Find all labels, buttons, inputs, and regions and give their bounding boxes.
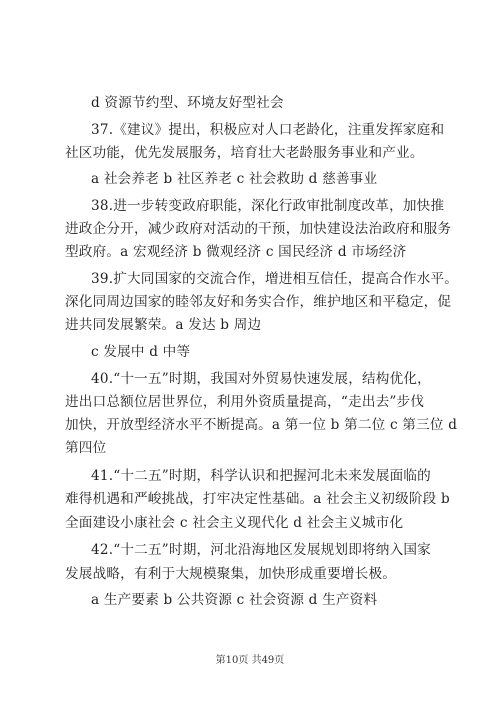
text-line: 发展战略，有利于大规模聚集，加快形成重要增长极。	[65, 566, 397, 582]
text-line: 40.“十一五”时期，我国对外贸易快速发展，结构优化，	[91, 371, 431, 387]
text-line: 加快，开放型经济水平不断提高。a 第一位 b 第二位 c 第三位 d	[65, 417, 458, 433]
page-footer: 第10页 共49页	[215, 655, 285, 666]
text-line: 第四位	[65, 440, 107, 456]
text-line: a 社会养老 b 社区养老 c 社会救助 d 慈善事业	[91, 171, 378, 187]
text-line: 39.扩大同国家的交流合作，增进相互信任，提高合作水平。	[91, 271, 459, 287]
text-line: d 资源节约型、环境友好型社会	[91, 95, 284, 111]
text-line: a 生产要素 b 公共资源 c 社会资源 d 生产资料	[91, 592, 378, 608]
text-line: 难得机遇和严峻挑战，打牢决定性基础。a 社会主义初级阶段 b	[65, 491, 450, 507]
text-line: 型政府。a 宏观经济 b 微观经济 c 国民经济 d 市场经济	[65, 244, 407, 260]
text-line: 进政企分开，减少政府对活动的干预，加快建设法治政府和服务	[65, 221, 452, 237]
text-line: 进共同发展繁荣。a 发达 b 周边	[65, 317, 262, 333]
text-line: 41.“十二五”时期，科学认识和把握河北未来发展面临的	[91, 468, 431, 484]
text-line: c 发展中 d 中等	[91, 344, 191, 360]
text-line: 37.《建议》提出，积极应对人口老龄化，注重发挥家庭和	[91, 122, 445, 138]
text-line: 42.“十二五”时期，河北沿海地区发展规划即将纳入国家	[91, 542, 431, 558]
text-line: 社区功能，优先发展服务，培育壮大老龄服务事业和产业。	[65, 145, 424, 161]
text-line: 全面建设小康社会 c 社会主义现代化 d 社会主义城市化	[65, 515, 404, 531]
text-line: 深化同周边国家的睦邻友好和务实合作，维护地区和平稳定，促	[65, 294, 452, 310]
text-line: 进出口总额位居世界位，利用外资质量提高，“走出去”步伐	[65, 394, 425, 410]
text-line: 38.进一步转变政府职能，深化行政审批制度改革，加快推	[91, 198, 445, 214]
